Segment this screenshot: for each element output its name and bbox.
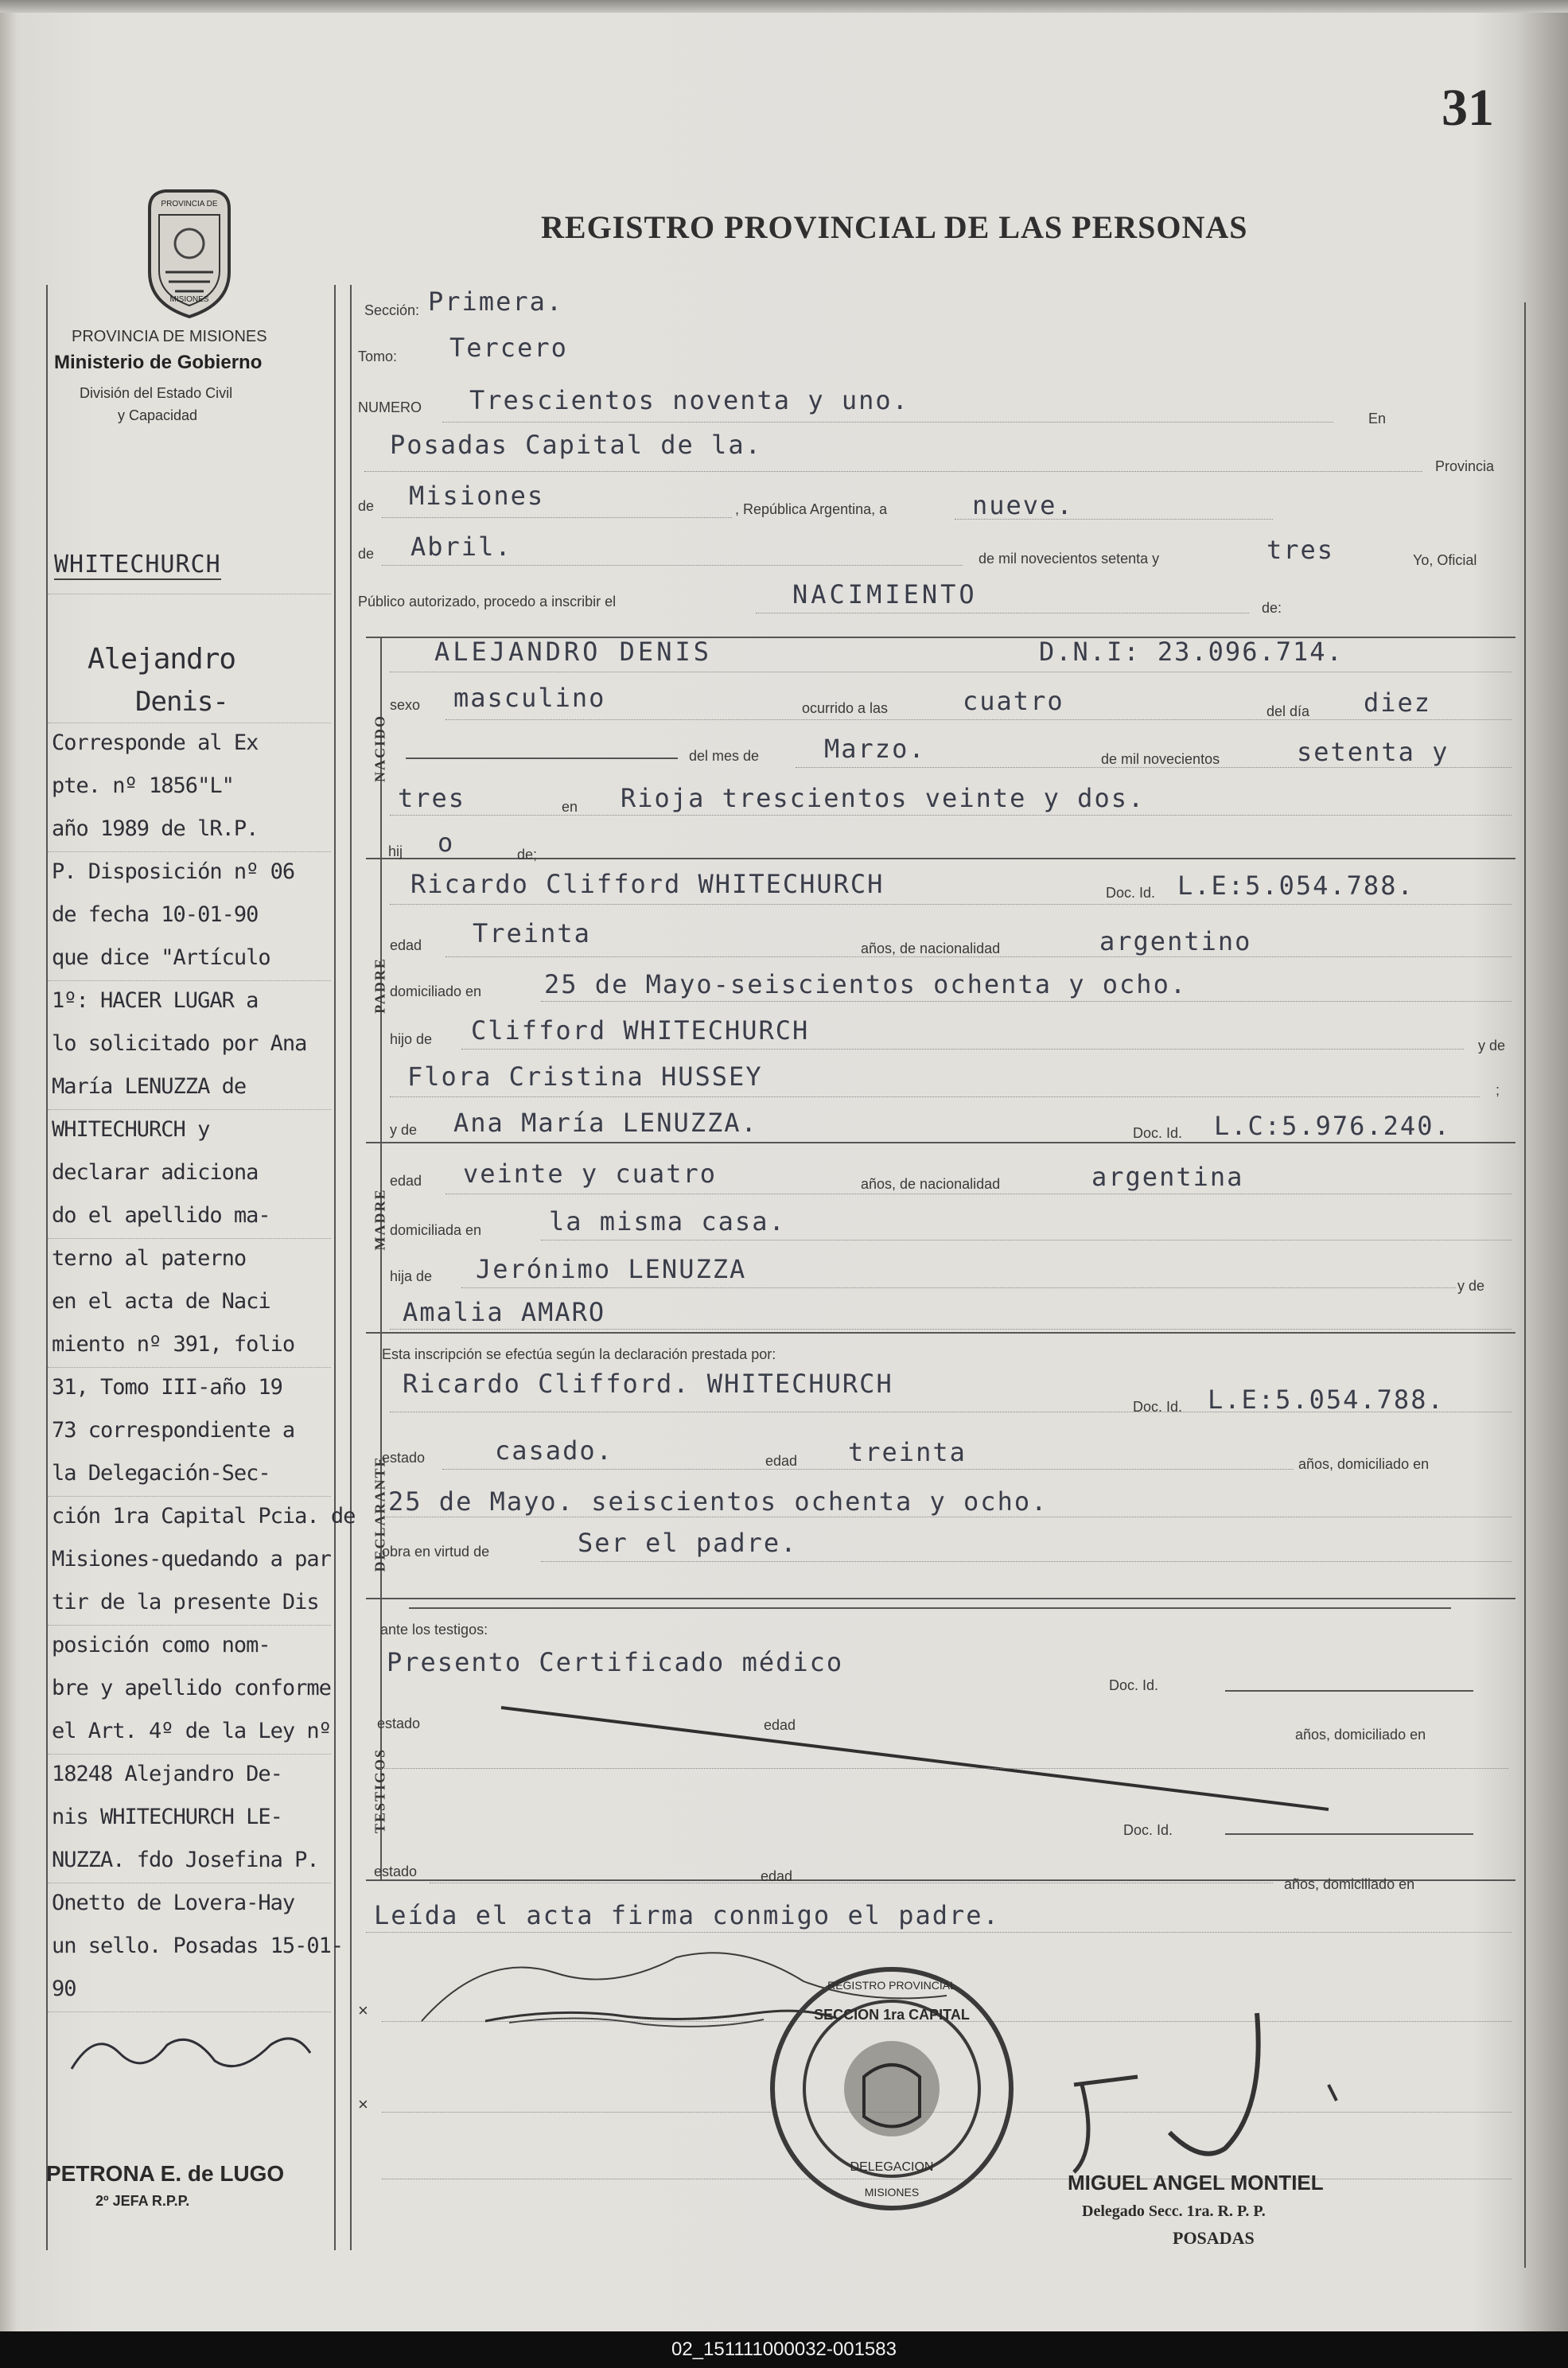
rule-padre-y-de: [390, 1096, 1480, 1097]
value-sexo: masculino: [453, 683, 606, 713]
label-testigo1-doc: Doc. Id.: [1109, 1677, 1159, 1693]
label-en: En: [1368, 411, 1387, 426]
label-de-provincia: de: [358, 498, 375, 514]
margin-note-line: Onetto de Lovera-Hay: [52, 1891, 295, 1915]
rule-declarante-blank: [409, 1607, 1451, 1609]
margin-note-line: miento nº 391, folio: [52, 1332, 295, 1357]
margin-rule: [48, 1625, 331, 1626]
label-de-mes: de: [358, 546, 375, 562]
role-padre: PADRE: [372, 957, 388, 1014]
value-padre-y-de: Flora Cristina HUSSEY: [407, 1061, 763, 1092]
label-madre-edad: edad: [390, 1173, 422, 1189]
label-ocurrido: ocurrido a las: [802, 700, 889, 716]
official-city: POSADAS: [1173, 2228, 1255, 2248]
label-yo-oficial: Yo, Oficial: [1413, 552, 1477, 568]
label-de-colon: de:: [1262, 600, 1282, 616]
label-obra-en-virtud: obra en virtud de: [382, 1544, 490, 1560]
value-madre-doc: L.C:5.976.240.: [1214, 1111, 1451, 1141]
margin-signature: [56, 2021, 326, 2085]
rule-padre-hijo-de: [461, 1049, 1464, 1050]
margin-note-line: Misiones-quedando a par: [52, 1547, 331, 1572]
label-sexo: sexo: [390, 697, 421, 713]
value-dni-nacido: D.N.I: 23.096.714.: [1039, 637, 1344, 667]
value-lugar-nacimiento: Rioja trescientos veinte y dos.: [621, 783, 1146, 813]
seal-text-bottom: MISIONES: [864, 2186, 920, 2199]
rule-obra-en-virtud: [541, 1561, 1512, 1562]
margin-note-line: do el apellido ma-: [52, 1203, 270, 1228]
value-madre-nacionalidad: argentina: [1091, 1162, 1244, 1192]
label-de-hijo: de;: [517, 847, 538, 863]
value-madre-y-de: Amalia AMARO: [403, 1297, 606, 1327]
margin-note-line: declarar adiciona: [52, 1160, 259, 1185]
label-padre-hijo-de: hijo de: [390, 1031, 433, 1047]
value-tomo: Tercero: [449, 333, 568, 363]
value-padre-hijo-de: Clifford WHITECHURCH: [471, 1015, 810, 1046]
rule-madre-hija-de: [461, 1287, 1456, 1288]
value-declarante-domicilio: 25 de Mayo. seiscientos ochenta y ocho.: [388, 1486, 1049, 1517]
rule-blank-dia: [406, 758, 678, 759]
province-shield-emblem: [137, 185, 242, 320]
page-number: 31: [1442, 79, 1494, 137]
label-del-mes: del mes de: [689, 748, 760, 764]
margin-rule: [48, 851, 331, 852]
margin-note-line: Denis-: [135, 686, 228, 718]
label-madre-y-de-2: y de: [1457, 1278, 1485, 1294]
form-border-right: [1524, 302, 1526, 2268]
label-en-lugar: en: [562, 799, 578, 815]
margin-rule: [48, 1238, 331, 1239]
margin-surname: WHITECHURCH: [54, 551, 221, 578]
label-testigo2-edad: edad: [761, 1868, 793, 1884]
rule-provincia: [382, 517, 732, 518]
official-name: MIGUEL ANGEL MONTIEL: [1068, 2171, 1324, 2195]
margin-note-line: Corresponde al Ex: [52, 730, 259, 755]
margin-border-left: [46, 285, 48, 2250]
label-testigo1-anos-dom: años, domiciliado en: [1295, 1727, 1426, 1743]
label-padre-nacionalidad: años, de nacionalidad: [861, 941, 1001, 956]
label-tomo: Tomo:: [358, 349, 398, 364]
label-padre-y-de: y de: [1478, 1038, 1506, 1054]
margin-note-line: lo solicitado por Ana: [52, 1031, 307, 1056]
margin-rule: [48, 1109, 331, 1110]
document-title: REGISTRO PROVINCIAL DE LAS PERSONAS: [541, 209, 1248, 245]
margin-note-line: 18248 Alejandro De-: [52, 1762, 282, 1786]
value-lugar: Posadas Capital de la.: [390, 430, 762, 460]
label-testigo2-estado: estado: [374, 1864, 418, 1879]
label-padre-doc: Doc. Id.: [1106, 885, 1156, 901]
label-testigo2-anos-dom: años, domiciliado en: [1284, 1876, 1415, 1892]
role-nacido: NACIDO: [372, 715, 388, 783]
margin-signer-name: PETRONA E. de LUGO: [46, 2161, 285, 2186]
value-nombre-nacido: ALEJANDRO DENIS: [434, 637, 712, 667]
margin-rule: [48, 1754, 331, 1755]
official-signature: [1026, 1989, 1376, 2180]
role-testigos: TESTIGOS: [372, 1747, 388, 1834]
value-anio: tres: [1266, 535, 1335, 565]
value-tipo: NACIMIENTO: [792, 579, 978, 610]
header-province: PROVINCIA DE MISIONES: [72, 328, 267, 345]
margin-note-line: en el acta de Naci: [52, 1289, 270, 1314]
rule-testigo1-doc: [1225, 1690, 1473, 1692]
label-numero: NUMERO: [358, 399, 422, 415]
label-publico: Público autorizado, procedo a inscribir el: [358, 594, 617, 610]
rule-declarante-estado: [442, 1469, 1294, 1470]
label-provincia: Provincia: [1435, 458, 1495, 474]
margin-note-line: ción 1ra Capital Pcia. de: [52, 1504, 356, 1529]
label-padre-domicilio: domiciliado en: [390, 983, 482, 999]
margin-note-line: 1º: HACER LUGAR a: [52, 988, 259, 1013]
label-declarante-estado: estado: [382, 1450, 426, 1466]
label-madre-nacionalidad: años, de nacionalidad: [861, 1176, 1001, 1192]
label-ante-testigos: ante los testigos:: [380, 1622, 488, 1638]
rule-lugar: [364, 471, 1422, 472]
value-dia: nueve.: [972, 490, 1074, 520]
margin-note-line: año 1989 de lR.P.: [52, 816, 259, 841]
label-del-dia: del día: [1266, 703, 1310, 719]
value-padre-doc: L.E:5.054.788.: [1177, 870, 1414, 901]
value-declarante-doc: L.E:5.054.788.: [1208, 1385, 1445, 1415]
margin-note-line: de fecha 10-01-90: [52, 902, 259, 927]
margin-note-line: NUZZA. fdo Josefina P.: [52, 1848, 319, 1872]
label-madre-doc: Doc. Id.: [1133, 1125, 1183, 1141]
value-mes: Abril.: [410, 532, 512, 562]
label-testigo1-estado: estado: [377, 1716, 421, 1731]
value-padre-nombre: Ricardo Clifford WHITECHURCH: [410, 869, 885, 899]
label-madre-hija-de: hija de: [390, 1268, 433, 1284]
registry-seal: [761, 1957, 1023, 2220]
rule-dia: [955, 519, 1273, 520]
margin-note-line: terno al paterno: [52, 1246, 247, 1271]
label-padre-semicolon: ;: [1496, 1082, 1500, 1098]
value-provincia: Misiones: [409, 481, 545, 511]
margin-note-line: WHITECHURCH y: [52, 1117, 210, 1142]
value-madre-hija-de: Jerónimo LENUZZA: [476, 1254, 747, 1284]
label-de-mil-setenta: de mil novecientos setenta y: [979, 551, 1160, 567]
label-madre-domicilio: domiciliada en: [390, 1222, 482, 1238]
rule-testigo1-domicilio: [379, 1768, 1508, 1769]
cancel-stroke-1: [493, 1703, 1336, 1814]
rule-mes-nacimiento: [796, 767, 1512, 768]
value-declarante-virtud: Ser el padre.: [578, 1528, 798, 1558]
role-madre: MADRE: [372, 1188, 388, 1251]
label-declarante-edad: edad: [765, 1453, 798, 1469]
value-dia-nacimiento: diez: [1364, 687, 1432, 718]
margin-note-line: 31, Tomo III-año 19: [52, 1375, 282, 1400]
padre-bottom-rule: [366, 1142, 1515, 1143]
value-declarante-edad: treinta: [848, 1437, 967, 1467]
margin-rule: [48, 722, 331, 723]
rule-sexo: [445, 719, 1512, 720]
margin-rule: [48, 1367, 331, 1368]
value-mes-nacimiento: Marzo.: [824, 734, 926, 764]
emblem-text-top: PROVINCIA DE: [161, 200, 218, 208]
rule-mes: [382, 565, 963, 566]
value-padre-domicilio: 25 de Mayo-seiscientos ochenta y ocho.: [544, 969, 1188, 999]
label-declarante-anos-dom: años, domiciliado en: [1298, 1456, 1430, 1472]
label-republica: , República Argentina, a: [735, 501, 888, 517]
header-capacity: y Capacidad: [118, 407, 198, 423]
label-hij: hij: [388, 843, 403, 859]
value-numero: Trescientos noventa y uno.: [469, 385, 909, 415]
value-madre-domicilio: la misma casa.: [549, 1206, 786, 1237]
signature-x-mark-2: ×: [358, 2094, 368, 2114]
margin-note-line: la Delegación-Sec-: [52, 1461, 270, 1486]
role-declarante: DECLARANTE: [372, 1455, 388, 1572]
value-declarante-estado: casado.: [495, 1435, 613, 1466]
margin-note-line: pte. nº 1856"L": [52, 773, 234, 798]
emblem-text-bottom: MISIONES: [169, 295, 209, 304]
rule-padre-edad: [445, 956, 1512, 957]
declarante-bottom-rule: [366, 1598, 1515, 1599]
header-ministry: Ministerio de Gobierno: [54, 352, 263, 373]
value-declarante-nombre: Ricardo Clifford. WHITECHURCH: [403, 1369, 893, 1399]
label-testigo2-doc: Doc. Id.: [1123, 1822, 1173, 1838]
margin-rule: [48, 980, 331, 981]
margin-note-line: 73 correspondiente a: [52, 1418, 295, 1443]
label-declarante-doc: Doc. Id.: [1133, 1399, 1183, 1415]
value-madre-edad: veinte y cuatro: [463, 1159, 717, 1189]
margin-note-line: un sello. Posadas 15-01-: [52, 1934, 344, 1958]
value-anio-nacimiento-a: setenta y: [1297, 737, 1449, 767]
image-id-footer: 02_151111000032-001583: [0, 2331, 1568, 2368]
seal-text-top: SECCION 1ra CAPITAL: [814, 2007, 970, 2023]
margin-signer-title: 2º JEFA R.P.P.: [95, 2193, 190, 2209]
margin-note-line: 90: [52, 1977, 76, 2001]
rule-lugar-nacimiento: [390, 815, 1512, 816]
value-seccion: Primera.: [428, 286, 564, 317]
label-seccion: Sección:: [364, 302, 420, 318]
value-padre-edad: Treinta: [473, 918, 591, 948]
value-cierre: Leída el acta firma conmigo el padre.: [374, 1900, 1000, 1930]
header-division: División del Estado Civil: [80, 385, 233, 401]
margin-note-line: Alejandro: [88, 643, 236, 676]
value-hij-letra: o: [438, 828, 455, 858]
form-border-left: [350, 285, 352, 2250]
label-esta-inscripcion: Esta inscripción se efectúa según la declaración prestada por:: [382, 1346, 776, 1362]
rule-testigo2-doc: [1225, 1833, 1473, 1835]
value-testigos: Presento Certificado médico: [387, 1647, 844, 1677]
margin-note-line: P. Disposición nº 06: [52, 859, 295, 884]
margin-note-line: María LENUZZA de: [52, 1074, 247, 1099]
rule-padre-nombre: [390, 904, 1512, 905]
rule-madre-y-de: [390, 1329, 1512, 1330]
margin-note-line: el Art. 4º de la Ley nº: [52, 1719, 331, 1743]
nacido-bottom-rule: [366, 858, 1515, 859]
label-testigo1-edad: edad: [764, 1717, 796, 1733]
label-de-mil-novecientos: de mil novecientos: [1101, 751, 1220, 767]
rule-padre-domicilio: [541, 1001, 1512, 1002]
value-padre-nacionalidad: argentino: [1099, 926, 1252, 956]
margin-note-line: que dice "Artículo: [52, 945, 270, 970]
margin-note-line: posición como nom-: [52, 1633, 270, 1657]
value-hora: cuatro: [963, 686, 1064, 716]
margin-note-line: nis WHITECHURCH LE-: [52, 1805, 282, 1829]
margin-note-line: bre y apellido conforme: [52, 1676, 331, 1700]
value-madre-nombre: Ana María LENUZZA.: [453, 1108, 758, 1138]
label-padre-edad: edad: [390, 937, 422, 953]
margin-rule: [48, 1496, 331, 1497]
signature-x-mark-1: ×: [358, 2000, 368, 2020]
margin-note-line: tir de la presente Dis: [52, 1590, 319, 1614]
label-madre-y-de: y de: [390, 1122, 418, 1138]
madre-bottom-rule: [366, 1332, 1515, 1334]
page-top-edge: [0, 0, 1568, 13]
seal-text-low: DELEGACION: [850, 2160, 934, 2174]
official-title: Delegado Secc. 1ra. R. P. P.: [1082, 2202, 1266, 2220]
value-anio-nacimiento-b: tres: [398, 783, 466, 813]
seal-text-mid: REGISTRO PROVINCIAL: [827, 1979, 956, 1992]
rule-numero: [442, 422, 1333, 423]
